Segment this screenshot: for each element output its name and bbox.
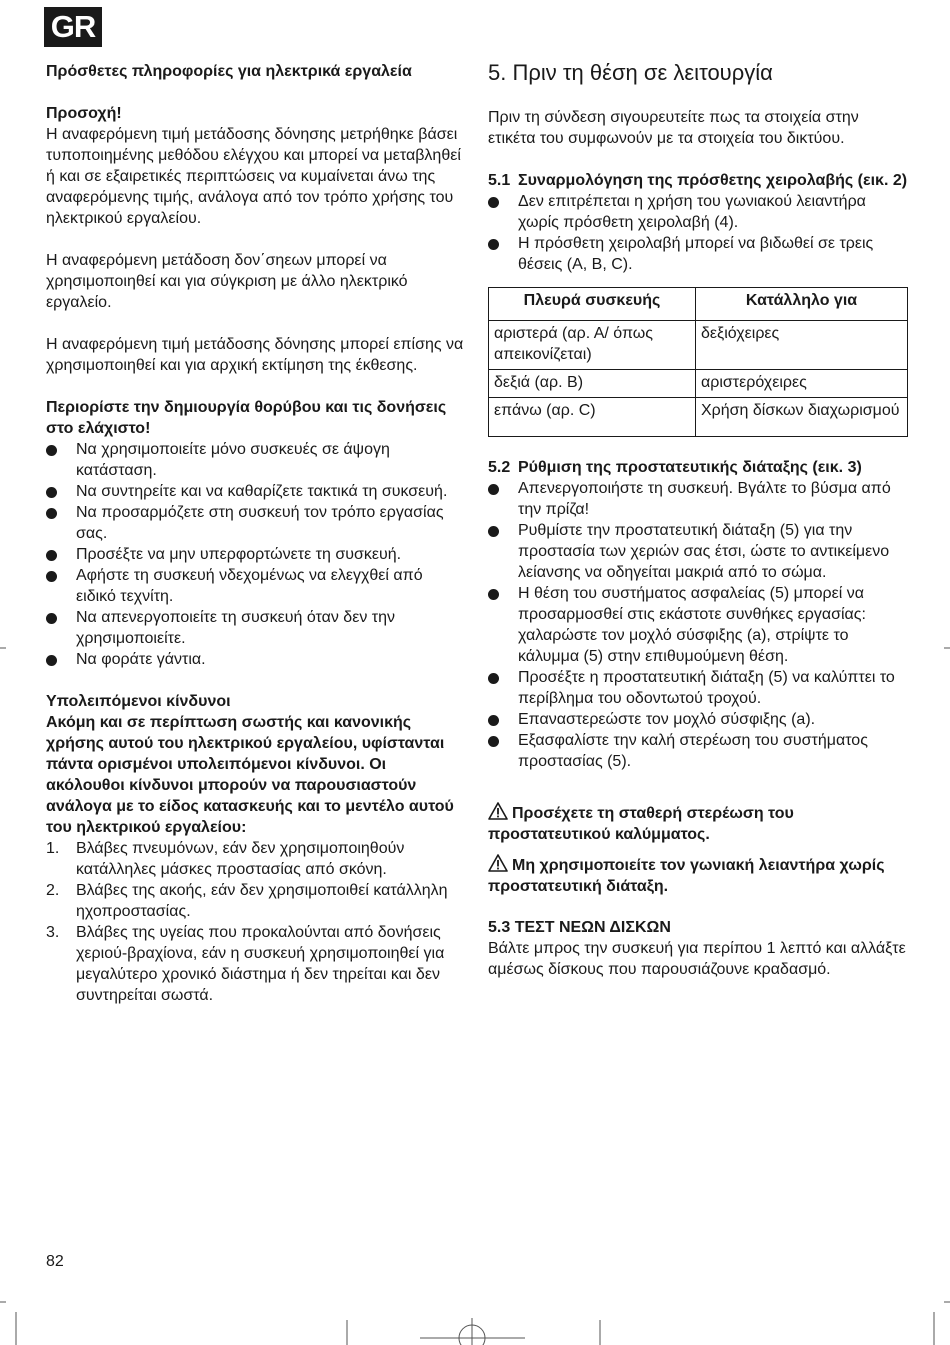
subsection-title: Ρύθμιση της προστατευτικής διάταξης (εικ. 3) — [518, 459, 862, 476]
list-item: Δεν επιτρέπεται η χρήση του γωνιακού λειαντήρα χωρίς πρόσθετη χειρολαβή (4). — [488, 191, 908, 233]
table-header: Πλευρά συσκευής — [489, 288, 696, 321]
list-item: Προσέξτε η προστατευτική διάταξη (5) να καλύπτει το περίβλημα του οδοντωτού τροχού. — [488, 667, 908, 709]
list-number: 1. — [46, 840, 60, 857]
additional-info-heading: Πρόσθετες πληροφορίες για ηλεκτρικά εργαλεία — [46, 63, 412, 80]
subsection-title: Συναρμολόγηση της πρόσθετης χειρολαβής (εικ. 2) — [518, 172, 908, 189]
list-item: Εξασφαλίστε την καλή στερέωση του συστήματος προστασίας (5). — [488, 730, 908, 772]
residual-risks-heading: Υπολειπόμενοι κίνδυνοι — [46, 693, 231, 710]
list-text: Βλάβες της υγείας που προκαλούνται από δονήσεις χεριού-βραχίονα, εάν η συσκευή χρησιμοποιηθεί για μεγαλύτερο χρονικό διάστημα ή δεν τηρείται και δεν συντηρείται σωστά. — [76, 924, 445, 1004]
list-number: 3. — [46, 924, 60, 941]
list-item: Να απενεργοποιείτε τη συσκευή όταν δεν την χρησιμοποιείτε. — [46, 607, 466, 649]
list-item: Ρυθμίστε την προστατευτική διάταξη (5) για την προστασία των χεριών σας έτσι, ώστε το αντικείμενο λείανσης να οδηγείται μακριά από το σώμα. — [488, 520, 908, 583]
list-item: Προσέξτε να μην υπερφορτώνετε τη συσκευή. — [46, 544, 466, 565]
section-title: 5. Πριν τη θέση σε λειτουργία — [488, 60, 773, 85]
table-cell: επάνω (αρ. C) — [489, 398, 696, 437]
table-cell: Χρήση δίσκων διαχωρισμού — [696, 398, 908, 437]
subsection-number: 5.1 — [488, 172, 511, 189]
caution-heading: Προσοχή! — [46, 105, 122, 122]
residual-risks-intro: Ακόμη και σε περίπτωση σωστής και κανονικής χρήσης αυτού του ηλεκτρικού εργαλείου, υφίστανται πάντα ορισμένοι υπολειπόμενοι κίνδυνοι. Οι ακόλουθοι κίνδυνοι μπορούν να παρουσιαστούν ανάλογα με το είδος κατασκευής και το μεντέλο αυτού του ηλεκτρικού εργαλείου: — [46, 714, 454, 836]
table-cell: δεξιά (αρ. B) — [489, 370, 696, 398]
vibration-exposure-text: Η αναφερόμενη τιμή μετάδοσης δόνησης μπορεί επίσης να χρησιμοποιηθεί και για αρχική εκτίμηση της έκθεσης. — [46, 336, 464, 374]
list-item: Να φοράτε γάντια. — [46, 649, 466, 670]
warning-text: Μη χρησιμοποιείτε τον γωνιακή λειαντήρα χωρίς προστατευτική διάταξη. — [488, 857, 885, 895]
vibration-comparison-text: Η αναφερόμενη μετάδοση δον΄σηεων μπορεί να χρησιμοποιηθεί και για σύγκριση με άλλο ηλεκτρικό εργαλείο. — [46, 252, 408, 311]
list-text: Βλάβες της ακοής, εάν δεν χρησιμοποιθεί κατάλληλη ηχοπροστασίας. — [76, 882, 448, 920]
section-intro: Πριν τη σύνδεση σιγουρευτείτε πως τα στοιχεία στην ετικέτα του συμφωνούν με τα στοιχεία του δικτύου. — [488, 109, 859, 147]
reduce-noise-heading: Περιορίστε την δημιουργία θορύβου και τις δονήσεις στο ελάχιστο! — [46, 399, 447, 437]
table-header: Κατάλληλο για — [696, 288, 908, 321]
list-item: Απενεργοποιήστε τη συσκευή. Βγάλτε το βύσμα από την πρίζα! — [488, 478, 908, 520]
warning-text: Προσέχετε τη σταθερή στερέωση του προστατευτικού καλύμματος. — [488, 805, 794, 843]
subsection-heading-5-3: 5.3 ΤΕΣΤ ΝΕΩΝ ΔΙΣΚΩΝ — [488, 919, 671, 936]
list-item: Να συντηρείτε και να καθαρίζετε τακτικά τη συκσευή. — [46, 481, 466, 502]
list-item: Η θέση του συστήματος ασφαλείας (5) μπορεί να προσαρμοσθεί στις εκάστοτε συνθήκες εργασίας: χαλαρώστε τον μοχλό σύσφιξης (a), στρίψτε το κάλυμμα (5) στην επιθυμούμενη θέση. — [488, 583, 908, 667]
list-item: Να χρησιμοποιείτε μόνο συσκευές σε άψογη κατάσταση. — [46, 439, 466, 481]
list-item: Να προσαρμόζετε στη συσκευή τον τρόπο εργασίας σας. — [46, 502, 466, 544]
list-text: Βλάβες πνευμόνων, εάν δεν χρησιμοποιηθούν κατάλληλες μάσκες προστασίας από σκόνη. — [76, 840, 405, 878]
caution-text: Η αναφερόμενη τιμή μετάδοσης δόνησης μετρήθηκε βάσει τυποποιημένης μεθόδου ελέγχου και μπορεί να μεταβληθεί ή και σε εξαιρετικές περιπτώσεις να κυμαίνεται άνω της αναφερόμενης τιμής, ανάλογα από τον τρόπο χρήσης του ηλεκτρικού εργαλείου. — [46, 126, 461, 227]
table-cell: αριστερά (αρ. Α/ όπως απεικονίζεται) — [489, 321, 696, 370]
table-cell: αριστερόχειρες — [696, 370, 908, 398]
list-item: Αφήστε τη συσκευή νδεχομένως να ελεγχθεί από ειδικό τεχνίτη. — [46, 565, 466, 607]
list-item: Η πρόσθετη χειρολαβή μπορεί να βιδωθεί σε τρεις θέσεις (A, B, C). — [488, 233, 908, 275]
page-number: 82 — [46, 1253, 64, 1270]
subsection-number: 5.2 — [488, 459, 511, 476]
table-cell: δεξιόχειρες — [696, 321, 908, 370]
language-badge: GR — [44, 7, 102, 47]
disc-test-text: Βάλτε μπρος την συσκευή για περίπου 1 λεπτό και αλλάξτε αμέσως δίσκους που παρουσιάζουνε κραδασμό. — [488, 940, 906, 978]
list-number: 2. — [46, 882, 60, 899]
list-item: Επαναστερεώστε τον μοχλό σύσφιξης (a). — [488, 709, 908, 730]
